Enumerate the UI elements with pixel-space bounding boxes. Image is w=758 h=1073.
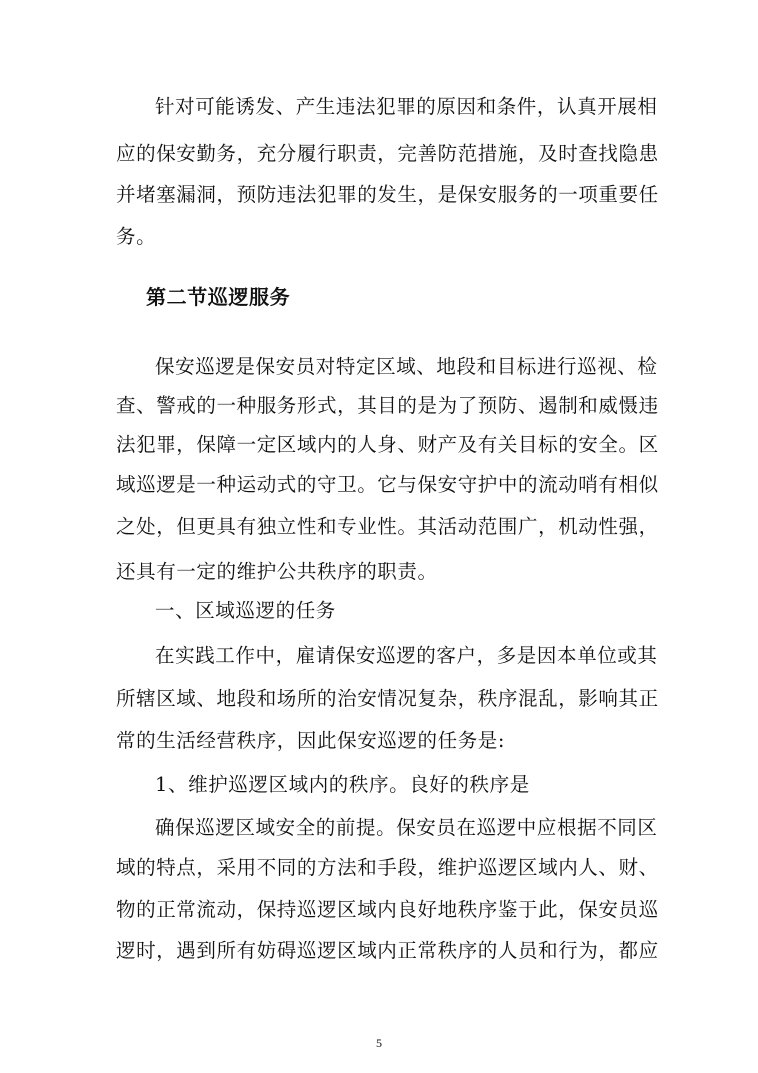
paragraph-4-line-1: 确保巡逻区域安全的前提。保安员在巡逻中应根据不同区	[155, 816, 658, 839]
subheading-task: 一、区域巡逻的任务	[155, 599, 336, 622]
paragraph-1-line-3: 并堵塞漏洞，预防违法犯罪的发生，是保安服务的一项重要任	[116, 183, 659, 206]
paragraph-3-line-3: 常的生活经营秩序，因此保安巡逻的任务是:	[116, 729, 506, 752]
paragraph-4-line-3: 物的正常流动，保持巡逻区域内良好地秩序鉴于此，保安员巡	[116, 898, 659, 921]
paragraph-4-line-4: 逻时，遇到所有妨碍巡逻区域内正常秩序的人员和行为，都应	[116, 939, 659, 962]
paragraph-2-line-3: 法犯罪，保障一定区域内的人身、财产及有关目标的安全。区	[116, 433, 659, 456]
paragraph-2-line-2: 查、警戒的一种服务形式，其目的是为了预防、遏制和威慑违	[116, 394, 659, 417]
paragraph-1-line-1: 针对可能诱发、产生违法犯罪的原因和条件，认真开展相	[155, 95, 658, 118]
paragraph-2-line-4: 域巡逻是一种运动式的守卫。它与保安守护中的流动哨有相似	[116, 473, 659, 496]
paragraph-4-line-2: 域的特点，采用不同的方法和手段，维护巡逻区域内人、财、	[116, 856, 659, 879]
paragraph-3-line-2: 所辖区域、地段和场所的治安情况复杂，秩序混乱，影响其正	[116, 687, 659, 710]
paragraph-1-line-2: 应的保安勤务，充分履行职责，完善防范措施，及时查找隐患	[116, 142, 659, 165]
paragraph-3-line-1: 在实践工作中，雇请保安巡逻的客户，多是因本单位或其	[155, 644, 658, 667]
paragraph-2-line-5: 之处，但更具有独立性和专业性。其活动范围广，机动性强，	[116, 515, 659, 538]
paragraph-2-line-6: 还具有一定的维护公共秩序的职责。	[116, 560, 438, 583]
section-heading: 第二节巡逻服务	[146, 285, 291, 309]
paragraph-1-line-4: 务。	[116, 225, 157, 248]
paragraph-2-line-1: 保安巡逻是保安员对特定区域、地段和目标进行巡视、检	[155, 355, 658, 378]
list-item-1: 1、维护巡逻区域内的秩序。良好的秩序是	[155, 773, 530, 796]
page-number: 5	[376, 1036, 382, 1050]
